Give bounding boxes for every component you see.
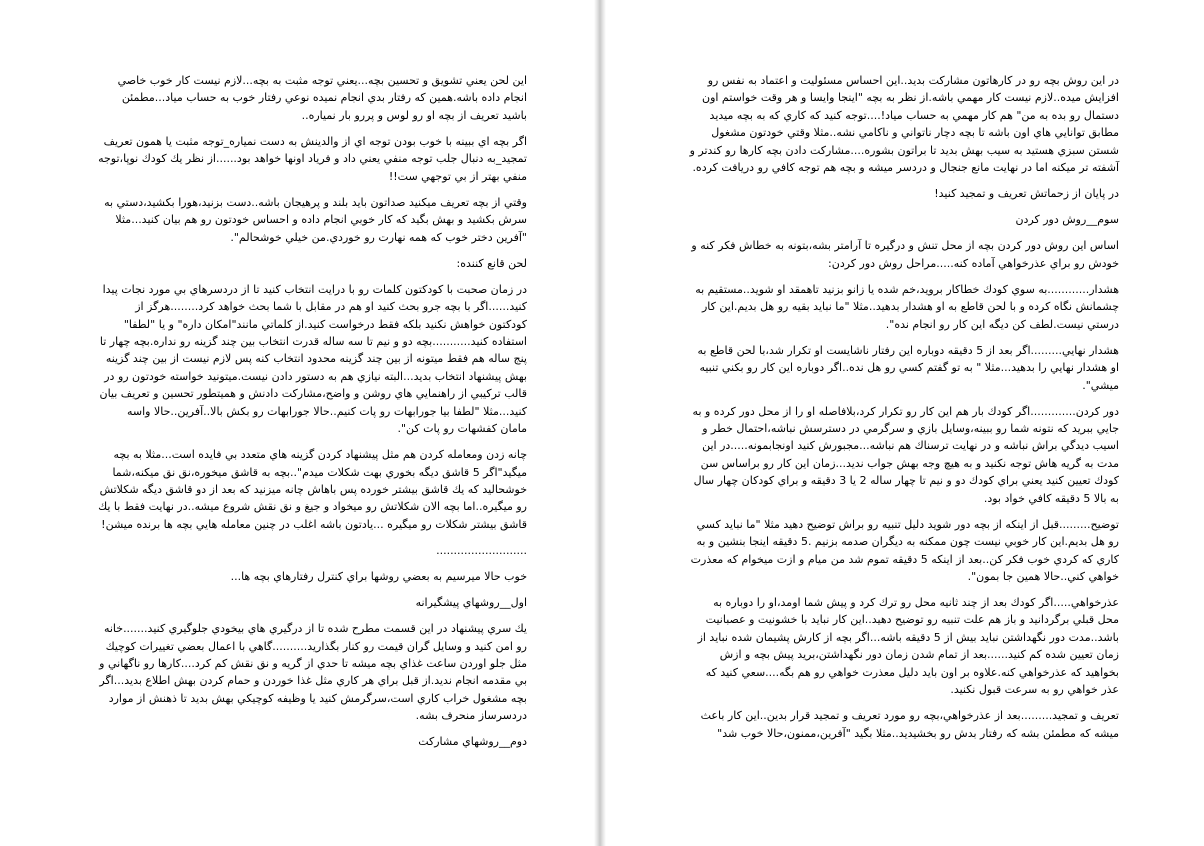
text-column-left bbox=[97, 72, 527, 759]
text-column-right bbox=[689, 72, 1119, 751]
section-heading: اول__روشهاي پيشگيرانه bbox=[415, 596, 527, 610]
paragraph: چانه زدن ومعامله كردن هم مثل پيشنهاد كردن گزينه هاي متعدد بي فايده است...مثلا به بچه ميگيد"اگر 5 قاشق ديگه بخوري بهت شكلات ميدم"..بچه به قاشق ميخوره،نق نق ميكنه،شما خوشحاليد كه يك قاشق بيشتر خورده پس باهاش چانه ميزنيد كه بعد از دو قاشق ديگه شكلاتش رو ميگيره..اما بچه الان شكلاتش رو ميخواد و جيغ و نق نقش شروع ميشه..در نهايت فقط با يك قاشق بيشتر شكلات رو ميگيره ...يادتون باشه اغلب در چنين معامله هايي بچه ها برنده ميشن! bbox=[98, 448, 527, 531]
document-page-left bbox=[0, 0, 594, 846]
paragraph: اساس اين روش دور كردن بچه از محل تنش و درگيره تا آرامتر بشه،بتونه به خطاش فكر كنه و خودش رو براي عذرخواهي آماده كنه.....مراحل روش دور كردن: bbox=[691, 239, 1119, 270]
separator-dots: .......................... bbox=[436, 543, 527, 557]
paragraph: خوب حالا ميرسيم به بعضي روشها براي كنترل رفتارهاي بچه ها... bbox=[230, 569, 527, 583]
paragraph: عذرخواهي.....اگر كودك بعد از چند ثانيه محل رو ترك كرد و پيش شما اومد،او را دوباره به محل قبلي برگردانيد و باز هم علت تنبيه رو توضيح دهيد..اين كار نبايد با خشونيت و عصبانيت باشد..مدت دور نگهداشتن نبايد بيش از 5 دقيقه باشه...اگر بچه از كارش پشيمان شده نبايد از زمان تعيين شده كم كنيد......بعد از تمام شدن زمان دور نگهداشتن،بريد پيش بچه و ازش بخواهيد كه عذرخواهي كنه.علاوه بر اون بايد دليل معذرت خواهي رو هم بگه....سعي كنيد كه عذر خواهي رو به سرعت قبول نكنيد. bbox=[697, 596, 1119, 697]
paragraph: تعريف و تمجيد.........بعد از عذرخواهي،بچه رو مورد تعريف و تمجيد قرار بدين..اين كار باعث ميشه كه مطمئن بشه كه رفتار بدش رو بخشيديد..مثلا بگيد "آفرين،ممنون،حالا خوب شد" bbox=[700, 709, 1119, 740]
paragraph: هشدار نهايي.........اگر بعد از 5 دقيقه دوباره اين رفتار ناشايست او تكرار شد،با لحن قاطع به او هشدار نهايي را بدهيد...مثلا " به تو گفتم كسي رو هل نده..اگر دوباره اين كار رو بكني تنبيه ميشي". bbox=[697, 343, 1119, 392]
section-heading: سوم__روش دور كردن bbox=[1015, 213, 1119, 227]
paragraph: در پايان از زحماتش تعريف و تمجيد كنيد! bbox=[934, 187, 1119, 201]
document-page-right bbox=[606, 0, 1204, 846]
page-gutter bbox=[594, 0, 606, 846]
paragraph: وقتي از بچه تعريف ميكنيد صداتون بايد بلند و پرهيجان باشه..دست بزنيد،هورا بكشيد،دستي به سرش بكشيد و بهش بگيد كه كار خوبي انجام داده و احساس خودتون رو هم بيان كنيد...مثلا "آفرين دختر خوب كه همه نهارت رو خوردي.من خيلي خوشحالم". bbox=[104, 195, 527, 244]
paragraph: اين لحن يعني تشويق و تحسين بچه...يعني توجه مثبت به بچه...لازم نيست كار خوب خاصي انجام داده باشه.همين كه رفتار بدي انجام نميده نوعي رفتار خوب به حساب مياد...مطمئن باشيد تعريف از بچه او رو لوس و پررو بار نمياره.. bbox=[117, 74, 527, 122]
paragraph: دور كردن.............اگر كودك بار هم اين كار رو تكرار كرد،بلافاصله او را از محل دور كرده و به جايي ببريد كه نتونه شما رو ببينه،وسايل بازي و سرگرمي در دسترسش نباشه،احتمال خطر و اسيب ديدگي براش نباشه و در نهايت ترسناك هم نباشه...مجبورش كنيد اونجابمونه.....در اين مدت به گريه هاش توجه نكنيد و به هيچ وجه بهش جواب نديد...زمان اين كار رو براساس سن كودك تعيين كنيد يعني براي كودك دو و نيم تا چهار ساله 2 يا 3 دقيقه و براي كودكان چهار سال به بالا 5 دقيقه كافي خواد بود. bbox=[692, 404, 1119, 505]
paragraph: هشدار............به سوي كودك خطاكار برويد،خم شده يا زانو بزنيد تاهمقد او شويد..مستقيم به چشمانش نگاه كرده و با لحن قاطع به او هشدار بدهيد..مثلا "ما نبايد بقيه رو هل بديم.اين كار درستي نيست.لطف كن ديگه اين كار رو انجام نده". bbox=[695, 282, 1119, 331]
paragraph: يك سري پيشنهاد در اين قسمت مطرح شده تا از درگيري هاي بيخودي جلوگيري كنيد.......خانه رو امن كنيد و وسايل گران قيمت رو كنار بگذاريد..........گاهي با اعمال بعضي تغييرات كوچيك مثل جلو اوردن ساعت غذاي بچه ميشه تا حدي از گريه و نق نقش كم كرد....كارها رو ناگهاني و بي مقدمه انجام نديد.از قبل براي هر كاري مثل غذا خوردن و حمام كردن بهش اطلاع بديد...اگر بچه مشغول خراب كاري است،سرگرمش كنيد يا وظيفه كوچيكي بهش بديد تا ذهنش از موارد دردسرساز منحرف بشه. bbox=[99, 622, 527, 723]
section-heading: لحن قانع كننده: bbox=[456, 256, 527, 270]
paragraph: در اين روش بچه رو در كارهاتون مشاركت بديد..اين احساس مسئوليت و اعتماد به نفس رو افزايش ميده..لازم نيست كار مهمي باشه.از نظر به بچه "اينجا وايسا و هر وقت خواستم اون دستمال رو بده به من" هم كار مهمي به حساب مياد!....توجه كنيد كه كاري كه به بچه ميديد مطابق توانايي هاي اون باشه تا بچه دچار ناتواني و ناكامي نشه..مثلا وقتي خودتون مشغول شستن سبزي هستيد به سيب بهش بديد تا براتون بشوره....مشاركت دادن بچه كارها رو كندتر و آشفته تر ميكنه اما در نهايت مانع جنجال و دردسر ميشه و بچه هم توجه كافي رو دريافت كرده. bbox=[689, 74, 1119, 175]
paragraph: در زمان صحبت با كودكتون كلمات رو با درايت انتخاب كنيد تا از دردسرهاي بي مورد نجات پيدا كنيد......اگر با بچه جرو بحث كنيد او هم در مقابل با شما بحث خواهد كرد........هرگز از كودكتون خواهش نكنيد بلكه فقط درخواست كنيد.از كلماتي مانند"امكان داره" و يا "لطفا" استفاده كنيد...........بچه دو و نيم تا سه ساله قدرت انتخاب بين چند گزينه رو نداره.بچه چهار تا پنج ساله هم فقط ميتونه از بين چند گزينه محدود انتخاب كنه پس لازم نيست از بين چند گزينه بهش پيشنهاد انتخاب بديد...البته نيازي هم به دستور دادن نيست.ميتونيد خواسته خودتون رو در قالب تركيبي از راهنمايي هاي روشن و واضح،مشاركت دادنش و هميتطور تحسين و تعريف بيان كنيد...مثلا "لطفا بيا جورابهات رو پات كنيم..حالا جورابهات رو بكش بالا..آفرين..حالا واسه مامان كفشهات رو پات كن". bbox=[99, 282, 527, 436]
paragraph: توضيح.........قبل از اينكه از بچه دور شويد دليل تنبيه رو براش توضيح دهيد مثلا "ما نبايد كسي رو هل بديم.اين كار خوبي نيست چون ممكنه به ديگران صدمه بزنيم .5 دقيقه اينجا بنشين و به كاري كه كردي خوب فكر كن..بعد از اينكه 5 دقيقه تموم شد من ميام و ازت ميخوام كه معذرت خواهي كني..حالا همين جا بمون". bbox=[690, 517, 1119, 583]
section-heading: دوم__روشهاي مشاركت bbox=[418, 735, 527, 749]
paragraph: اگر بچه اي ببينه با خوب بودن توجه اي از والدينش به دست نمياره_توجه مثبت يا همون تعريف تمجيد_به دنبال جلب توجه منفي يعني داد و فرياد اونها خواهد بود......از نظر يك كودك نوپا،توجه منفي بهتر از بي توجهي ست!! bbox=[98, 134, 527, 183]
